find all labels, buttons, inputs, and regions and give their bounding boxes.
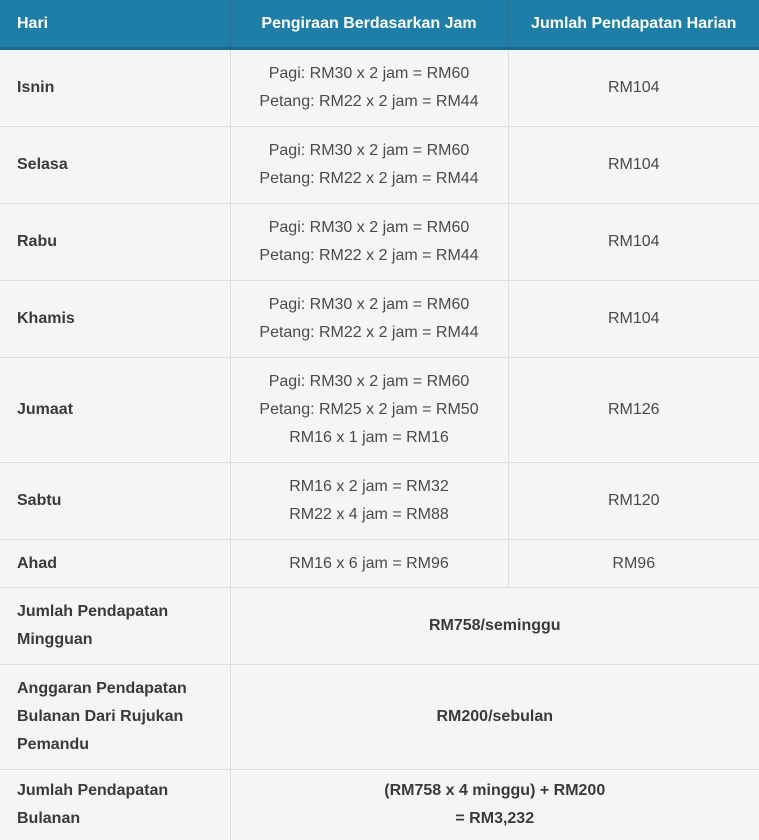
summary-label-line: Pemandu xyxy=(17,736,90,753)
header-row xyxy=(0,0,759,49)
day-cell: Jumaat xyxy=(0,358,230,463)
summary-value-weekly xyxy=(230,588,759,665)
daily-total-cell: RM126 xyxy=(508,358,759,463)
table-row xyxy=(0,127,759,204)
summary-value-referral xyxy=(230,665,759,770)
summary-label-line: Jumlah Pendapatan xyxy=(17,603,169,620)
calculation-cell xyxy=(230,463,508,540)
summary-row-monthly xyxy=(0,770,759,840)
summary-value-line: RM200/sebulan xyxy=(436,708,553,725)
header-daily-total: Jumlah Pendapatan Harian xyxy=(508,0,759,49)
calculation-cell xyxy=(230,127,508,204)
calculation-line: Pagi: RM30 x 2 jam = RM60 xyxy=(268,219,470,236)
daily-total-cell: RM104 xyxy=(508,281,759,358)
table-row xyxy=(0,358,759,463)
header-calculation: Pengiraan Berdasarkan Jam xyxy=(230,0,508,49)
calculation-line: Petang: RM22 x 2 jam = RM44 xyxy=(259,324,479,341)
daily-total-cell: RM104 xyxy=(508,127,759,204)
calculation-line: RM22 x 4 jam = RM88 xyxy=(289,506,449,523)
summary-row-weekly xyxy=(0,588,759,665)
calculation-line: Pagi: RM30 x 2 jam = RM60 xyxy=(268,65,470,82)
summary-label-line: Mingguan xyxy=(17,631,93,648)
summary-label-line: Jumlah Pendapatan xyxy=(17,782,169,799)
summary-value-line: (RM758 x 4 minggu) + RM200 xyxy=(384,782,606,799)
calculation-line: RM16 x 2 jam = RM32 xyxy=(289,478,449,495)
summary-row-referral xyxy=(0,665,759,770)
summary-label-referral xyxy=(0,665,230,770)
calculation-line: Petang: RM22 x 2 jam = RM44 xyxy=(259,93,479,110)
day-cell: Khamis xyxy=(0,281,230,358)
day-cell: Rabu xyxy=(0,204,230,281)
calculation-cell xyxy=(230,281,508,358)
day-cell: Selasa xyxy=(0,127,230,204)
calculation-line: RM16 x 6 jam = RM96 xyxy=(289,554,449,572)
calculation-cell xyxy=(230,540,508,588)
calculation-line: Petang: RM22 x 2 jam = RM44 xyxy=(259,247,479,264)
calculation-line: Pagi: RM30 x 2 jam = RM60 xyxy=(268,142,470,159)
summary-value-line: RM758/seminggu xyxy=(428,617,561,634)
calculation-cell xyxy=(230,49,508,127)
table-row xyxy=(0,204,759,281)
daily-total-cell: RM104 xyxy=(508,204,759,281)
calculation-line: RM16 x 1 jam = RM16 xyxy=(289,429,449,446)
daily-total-cell: RM96 xyxy=(508,540,759,588)
table-body xyxy=(0,49,759,840)
daily-total-cell: RM104 xyxy=(508,49,759,127)
calculation-line: Petang: RM25 x 2 jam = RM50 xyxy=(259,401,479,418)
summary-label-line: Bulanan Dari Rujukan xyxy=(17,708,184,725)
table-row xyxy=(0,463,759,540)
header-day: Hari xyxy=(0,0,230,49)
summary-label-monthly xyxy=(0,770,230,840)
calculation-line: Pagi: RM30 x 2 jam = RM60 xyxy=(268,296,470,313)
summary-label-line: Bulanan xyxy=(17,810,81,827)
summary-value-monthly xyxy=(230,770,759,840)
day-cell: Sabtu xyxy=(0,463,230,540)
daily-total-cell: RM120 xyxy=(508,463,759,540)
table-header xyxy=(0,0,759,49)
calculation-line: Petang: RM22 x 2 jam = RM44 xyxy=(259,170,479,187)
table-row xyxy=(0,540,759,588)
day-cell: Isnin xyxy=(0,49,230,127)
calculation-cell xyxy=(230,358,508,463)
summary-label-line: Anggaran Pendapatan xyxy=(17,680,187,697)
summary-value-line: = RM3,232 xyxy=(455,810,535,827)
calculation-cell xyxy=(230,204,508,281)
day-cell: Ahad xyxy=(0,540,230,588)
calculation-line: Pagi: RM30 x 2 jam = RM60 xyxy=(268,373,470,390)
table-row xyxy=(0,281,759,358)
table-row xyxy=(0,49,759,127)
summary-label-weekly xyxy=(0,588,230,665)
